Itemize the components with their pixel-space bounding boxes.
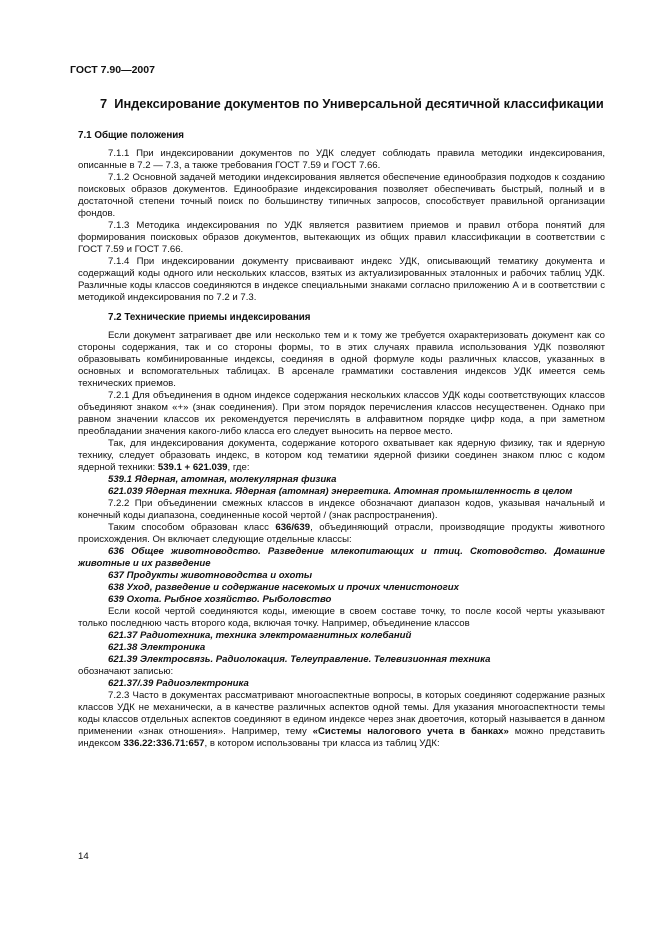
bold-topic: «Системы налогового учета в банках» [312, 726, 509, 737]
example-class: 637 Продукты животноводства и охоты [108, 570, 313, 581]
example-class: 638 Уход, разведение и содержание насекомых и прочих членистоногих [108, 582, 459, 593]
paragraph-7-1-3: 7.1.3 Методика индексирования по УДК является развитием приемов и правил отбора понятий для формирования поисковых образов документов, вытекающих из общих правил классификации в соответствии с ГОСТ 7.59 и ГОСТ 7.66. [78, 220, 605, 255]
paragraph-7-2-2-slash-rule: Если косой чертой соединяются коды, имеющие в своем составе точку, то после косой черты указывают только последнюю часть второго кода, включая точку. Например, объединение классов [78, 606, 605, 629]
example-class: 621.039 Ядерная техника. Ядерная (атомная) энергетика. Атомная промышленность в целом [108, 486, 573, 497]
example-class: 539.1 Ядерная, атомная, молекулярная физика [108, 474, 337, 485]
text-run: Так, для индексирования документа, содержание которого охватывает как ядерную физику, так и ядерную технику, следует образовать индекс, в котором код тематики ядерной физики соединен знаком плюс с кодом ядерной техники: [78, 438, 605, 473]
example-class: 621.37/.39 Радиоэлектроника [108, 678, 249, 689]
text-run: можно представить индексом [78, 726, 605, 749]
example-class: 636 Общее животноводство. Разведение млекопитающих и птиц. Скотоводство. Домашние животные и их разведение [78, 546, 605, 569]
running-header: ГОСТ 7.90—2007 [70, 64, 155, 76]
subsection-7-1-title: 7.1 Общие положения [78, 130, 185, 141]
paragraph-7-2-intro: Если документ затрагивает две или несколько тем и к тому же требуется охарактеризовать документ как со стороны содержания, так и со стороны формы, то в этих случаях правила использования УДК позволяют образовывать комбинированные индексы, соединяя в одной формуле коды различных классов, указанных в основных и вспомогательных таблицах. В арсенале грамматики составления индексов УДК имеется семь технических приемов. [78, 330, 605, 389]
text-run: , объединяющий отрасли, производящие продукты животного происхождения. Он включает следующие отдельные классы: [78, 522, 605, 545]
section-heading [100, 96, 605, 112]
example-class: 639 Охота. Рыбное хозяйство. Рыболовство [108, 594, 332, 605]
page-content [78, 96, 605, 750]
udc-code: 636/639 [275, 522, 311, 533]
paragraph-7-2-2: 7.2.2 При объединении смежных классов в индексе обозначают диапазон кодов, указывая начальный и конечный коды диапазона, соединенные косой чертой / (знак распространения). [78, 498, 605, 521]
subsection-7-2-title: 7.2 Технические приемы индексирования [108, 312, 311, 323]
paragraph-7-2-3 [78, 690, 605, 750]
example-class: 621.37 Радиотехника, техника электромагнитных колебаний [108, 630, 412, 641]
text-run: , в котором использованы три класса из таблиц УДК: [204, 738, 440, 749]
text-run: , где: [227, 462, 250, 473]
paragraph-7-2-2-example [78, 522, 605, 546]
text-run: 7.2.3 Часто в документах рассматривают многоаспектные вопросы, в которых соединяют содержание разных классов УДК не механически, а в качестве различных аспектов одной темы. Для указания многоаспектности темы коды классов отдельных аспектов соединяют в едином индексе через знак двоеточия, который называется в данном применении «знак отношения». Например, тему [78, 690, 605, 737]
paragraph-7-1-2: 7.1.2 Основной задачей методики индексирования является обеспечение единообразия подходов к созданию поисковых образов документов. Единообразие индексирования позволяет обеспечивать быстрый, полный и в достаточной степени точный поиск по большинству типичных запросов, способствует правильной организации фондов. [78, 172, 605, 219]
example-class: 621.38 Электроника [108, 642, 206, 653]
section-title: Индексирование документов по Универсальной десятичной классификации [114, 96, 604, 111]
paragraph-7-2-1-example [78, 438, 605, 474]
udc-code: 336.22:336.71:657 [123, 738, 205, 749]
section-number: 7 [100, 96, 108, 111]
text-run: Таким способом образован класс [108, 522, 276, 533]
paragraph-7-1-1: 7.1.1 При индексировании документов по УДК следует соблюдать правила методики индексирования, описанные в 7.2 — 7.3, а также требования ГОСТ 7.59 и ГОСТ 7.66. [78, 148, 605, 171]
udc-code: 539.1 + 621.039 [157, 462, 228, 473]
paragraph-notation: обозначают записью: [78, 666, 174, 677]
paragraph-7-2-1: 7.2.1 Для объединения в одном индексе содержания нескольких классов УДК коды соответствующих классов объединяют знаком «+» (знак соединения). При этом порядок перечисления классов несущественен. Однако при равном значении классов их рекомендуется перечислять в алфавитном порядке цифр кода, а при заметном преобладании значения какого-либо класса его следует выносить на первое место. [78, 390, 605, 437]
paragraph-7-1-4: 7.1.4 При индексировании документу присваивают индекс УДК, описывающий тематику документа и содержащий коды одного или нескольких классов, взятых из актуализированных эталонных и рабочих таблиц УДК. Различные коды классов соединяются в индексе специальными знаками согласно приложению А и в соответствии с методикой индексирования по 7.2 и 7.3. [78, 256, 605, 303]
page-number: 14 [78, 851, 89, 862]
example-class: 621.39 Электросвязь. Радиолокация. Телеуправление. Телевизионная техника [108, 654, 491, 665]
